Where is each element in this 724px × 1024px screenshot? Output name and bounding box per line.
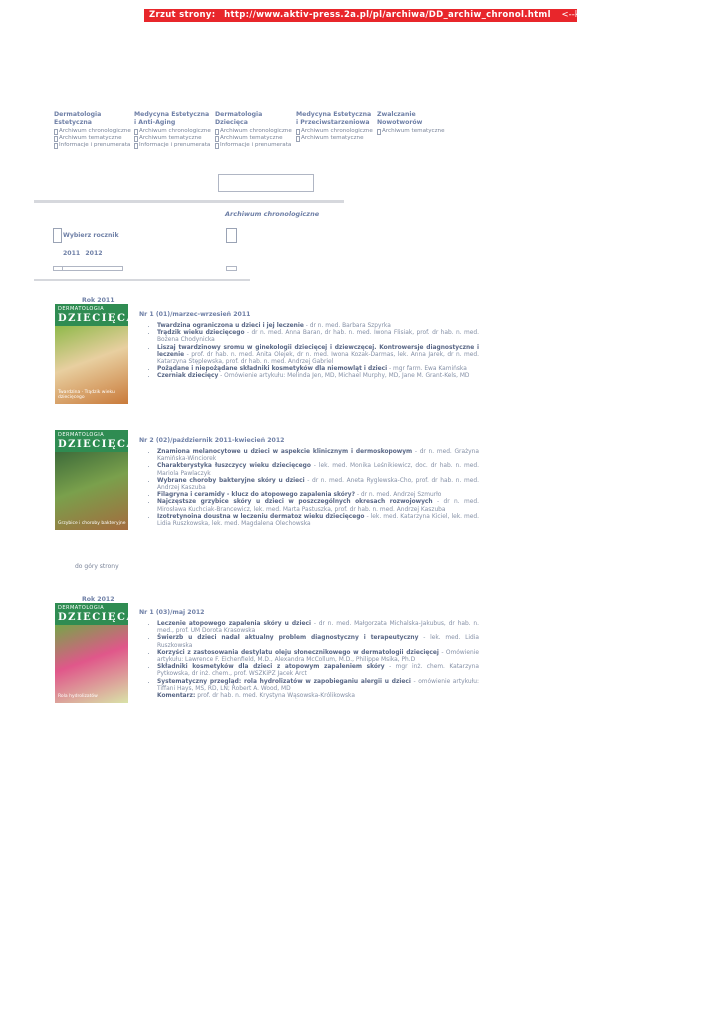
divider [34,200,344,203]
link-bullet-icon [377,129,381,135]
link-bullet-icon [54,143,58,149]
screenshot-source-bar [144,9,647,22]
page-title: Archiwum chronologiczne [225,210,320,218]
article-authors: - dr n. med. Aneta Ryglewska-Cho, prof. dr hab. n. med. Andrzej Kaszuba [157,477,479,492]
article-title-link[interactable]: Świerzb u dzieci nadal aktualny problem diagnostyczny i terapeutyczny [157,635,419,642]
cover-masthead-small: DERMATOLOGIA [58,432,105,438]
article-title-link[interactable]: Składniki kosmetyków dla dzieci z atopowym zapaleniem skóry [157,664,385,671]
nav-column [377,111,459,135]
nav-column-heading[interactable]: Medycyna Estetyczna i Przeciwstarzeniowa [296,111,372,126]
cover-masthead-small: DERMATOLOGIA [58,605,105,611]
article-title-link[interactable]: Korzyści z zastosowania destylatu oleju słonecznikowego w dermatologii dziecięcej [157,649,439,656]
link-bullet-icon [134,143,138,149]
cover-photo [55,625,128,703]
nav-link[interactable] [54,128,136,135]
article-authors: - lek. med. Katarzyna Kiciel, lek. med. Lidia Ruszkowska, lek. med. Magdalena Olechowska [157,513,479,528]
article-item [157,449,479,463]
article-item [157,664,479,678]
article-title-link[interactable]: Charakterystyka łuszczycy wieku dziecięcego [157,463,311,470]
source-label: Zrzut strony: [149,10,216,20]
article-title-link[interactable]: Znamiona melanocytowe u dzieci w aspekcie klinicznym i dermoskopowym [157,449,413,455]
article-list [139,449,479,528]
cover-caption: Grzybice i choroby bakteryjne [58,521,126,526]
nav-column-heading[interactable]: Dermatologia Dziecięca [215,111,263,126]
divider [34,279,250,281]
nav-link-label: Informacje i prenumerata [59,142,131,149]
nav-column [296,111,378,142]
nav-column [54,111,136,150]
year-selector-left-frame [53,228,62,243]
link-bullet-icon [54,136,58,142]
commentary-author: prof. dr hab. n. med. Krystyna Wąsowska-Królikowska [195,693,355,700]
link-bullet-icon [215,136,219,142]
link-bullet-icon [296,129,300,135]
article-authors: - lek. med. Monika Leśnikiewicz, doc. dr hab. n. med. Mariola Pawlaczyk [157,463,479,477]
link-bullet-icon [215,143,219,149]
article-authors: - mgr farm. Ewa Kamińska [387,366,467,373]
cover-masthead-title: DZIECIĘCA [58,313,136,324]
nav-link-label: Archiwum chronologiczne [59,128,131,134]
year-heading: Rok 2012 [82,596,115,603]
article-title-link[interactable]: Leczenie atopowego zapalenia skóry u dzieci [157,621,311,627]
article-item [157,650,479,664]
issue-block [139,609,479,700]
article-title-link[interactable]: Czerniak dziecięcy [157,373,219,380]
article-item [157,463,479,477]
article-authors: - Omówienie artykułu: Lawrence F. Eichenfield, M.D., Alexandra McCollum, M.D., Philippe Msika, Ph.D [157,649,479,664]
cover-masthead-title: DZIECIĘCA [58,439,136,450]
nav-link[interactable] [296,128,378,135]
link-bullet-icon [54,129,58,135]
cover-masthead [55,304,136,326]
article-title-link[interactable]: Wybrane choroby bakteryjne skóry u dzieci [157,477,305,484]
article-authors: - dr n. med. Grażyna Kamińska-Winciorek [157,449,479,463]
nav-link[interactable] [215,135,297,142]
year-selector-bar [53,266,123,271]
issue-block [139,311,479,381]
issue-title: Nr 1 (01)/marzec-wrzesień 2011 [139,311,251,318]
source-url-link[interactable]: http://www.aktiv-press.2a.pl/pl/archiwa/DD_archiw_chronol.html [224,10,551,20]
choose-year-label: Wybierz rocznik [63,232,119,239]
commentary-label: Komentarz: [157,693,196,700]
nav-link-label: Archiwum tematyczne [220,135,283,142]
nav-link[interactable] [54,142,136,149]
article-title-link[interactable]: Izotretynoina doustna w leczeniu dermatoz wieku dziecięcego [157,513,365,520]
nav-link-label: Informacje i prenumerata [220,142,292,149]
article-title-link[interactable]: Systematyczny przegląd: rola hydrolizatów w zapobieganiu alergii u dzieci [157,678,411,685]
nav-link[interactable] [215,128,297,135]
nav-link-label: Archiwum tematyczne [382,128,445,134]
article-authors: - dr n. med. Małgorzata Michalska-Jakubus, dr hab. n. med., prof. UM Dorota Krasowska [157,621,480,635]
article-title-link[interactable]: Liszaj twardzinowy sromu w ginekologii dziecięcej i dziewczęcej. Kontrowersje diagnostyczne i leczenie [157,344,479,358]
nav-link-label: Archiwum chronologiczne [139,128,211,134]
nav-link[interactable] [134,142,216,149]
link-bullet-icon [134,136,138,142]
nav-link-label: Archiwum chronologiczne [301,128,373,134]
article-item [157,478,479,492]
article-list [139,621,479,693]
commentary-line [139,693,479,700]
nav-column [215,111,297,150]
issue-title: Nr 2 (02)/październik 2011-kwiecień 2012 [139,437,285,444]
year-links[interactable]: 2011 2012 [63,250,103,257]
year-selector-right-frame [226,228,237,243]
nav-link-label: Archiwum tematyczne [59,135,122,142]
cover-masthead [55,603,136,625]
issue-cover-image[interactable] [55,304,136,404]
article-authors: - lek. med. Lidia Ruszkowska [157,635,480,649]
nav-link-label: Archiwum chronologiczne [220,128,292,134]
nav-link[interactable] [377,128,459,135]
article-list [139,323,479,381]
link-bullet-icon [134,129,138,135]
search-input[interactable] [218,174,314,192]
article-item [157,679,479,693]
article-item [157,345,479,367]
issue-block [139,437,479,528]
article-item [157,330,479,344]
cover-masthead [55,430,136,452]
article-item [157,621,479,635]
nav-link-label: Archiwum tematyczne [139,135,202,142]
article-authors: - omówienie artykułu: Tiffani Hays, MS, RD, LN; Robert A. Wood, MD [157,678,479,692]
cover-caption: Rola hydrolizatów [58,694,98,699]
year-heading: Rok 2011 [82,297,115,304]
nav-column-heading[interactable]: Zwalczanie Nowotworów [377,111,423,126]
cover-masthead-small: DERMATOLOGIA [58,306,105,312]
article-authors: - dr n. med. Anna Baran, dr hab. n. med. Iwona Flisiak, prof. dr hab. n. med. Bożena Chodynicka [157,330,480,344]
article-title-link[interactable]: Filagryna i ceramidy - klucz do atopowego zapalenia skóry? [157,492,356,499]
year-selector-bar-right [226,266,237,271]
nav-link[interactable] [296,135,378,142]
article-item [157,323,479,330]
source-hint: <--kliknij na adresie [561,10,647,20]
article-item [157,373,479,380]
article-title-link[interactable]: Twardzina ograniczona u dzieci i jej leczenie [157,323,304,329]
nav-link[interactable] [134,135,216,142]
article-title-link[interactable]: Trądzik wieku dziecięcego [157,330,245,337]
cover-caption: Twardzina · Trądzik wieku dziecięcego [58,390,115,400]
article-authors: - dr n. med. Mirosława Kuchciak-Brancewicz, lek. med. Marta Pastuszka, prof. dr hab. n. med. Andrzej Kaszuba [157,499,480,513]
back-to-top-link[interactable]: do góry strony [75,563,119,570]
article-authors: - dr n. med. Andrzej Szmurło [355,492,442,499]
nav-column-heading[interactable]: Medycyna Estetyczna i Anti-Aging [134,111,210,126]
issue-cover-image[interactable] [55,430,136,530]
nav-link[interactable] [54,135,136,142]
article-authors: - dr n. med. Barbara Szpyrka [303,323,391,329]
article-item [157,635,479,649]
link-bullet-icon [296,136,300,142]
nav-column [134,111,216,150]
article-authors: - mgr inż. chem. Katarzyna Pytkowska, dr inż. chem., prof. WSZKiPZ Jacek Arct [157,664,479,678]
article-authors: - prof. dr hab. n. med. Anita Olejek, dr n. med. Iwona Kozak-Darmas, lek. Anna Jarek, dr n. med. Katarzyna Stęplewska, prof. dr hab. n. med. Andrzej Gabriel [157,351,479,366]
nav-link-label: Archiwum tematyczne [301,135,364,142]
article-authors: - Omówienie artykułu: Melinda Jen, MD, Michael Murphy, MD, Jane M. Grant-Kels, MD [218,373,470,380]
article-item [157,499,479,513]
cover-masthead-title: DZIECIĘCA [58,612,136,623]
issue-title: Nr 1 (03)/maj 2012 [139,609,205,616]
nav-link[interactable] [215,142,297,149]
nav-column-heading[interactable]: Dermatologia Estetyczna [54,111,102,126]
issue-cover-image[interactable] [55,603,136,703]
cover-photo [55,452,128,530]
nav-link-label: Informacje i prenumerata [139,142,211,149]
article-title-link[interactable]: Najczęstsze grzybice skóry u dzieci w poszczególnych okresach rozwojowych [157,499,433,506]
nav-link[interactable] [134,128,216,135]
link-bullet-icon [215,129,219,135]
article-title-link[interactable]: Pożądane i niepożądane składniki kosmetyków dla niemowląt i dzieci [157,366,388,373]
article-item [157,514,479,528]
